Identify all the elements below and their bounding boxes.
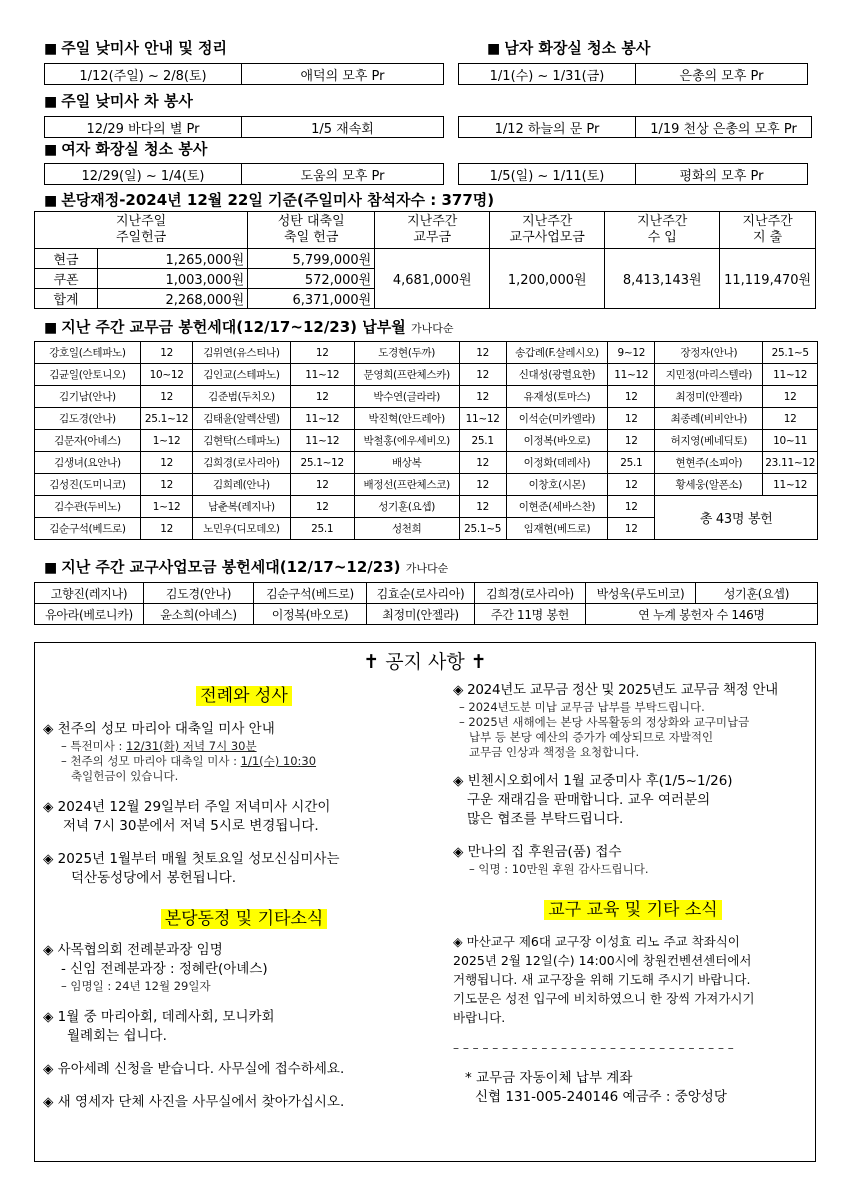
donor-name: 송갑례(F.살레시오) <box>506 342 608 364</box>
parish-donor-rows <box>35 342 818 540</box>
finance-christmas-coupon: 572,000원 <box>248 269 375 289</box>
donor-months: 25.1~12 <box>140 408 192 430</box>
diocese-donor: 박성욱(루도비코) <box>586 583 696 604</box>
donor-name: 임재현(베드로) <box>506 518 608 540</box>
notice-title: ✝ 공지 사항 ✝ <box>363 651 487 673</box>
notice-item-1-sub-3: 축일헌금이 있습니다. <box>71 769 179 783</box>
women-restroom-period2: 1/5(일) ~ 1/11(토) <box>489 168 605 184</box>
donor-months: 11~12 <box>459 408 506 430</box>
donor-name: 김위연(유스티나) <box>193 342 290 364</box>
finance-header-diocese: 지난주간 교구사업모금 <box>490 212 605 249</box>
table-row <box>35 430 818 452</box>
donor-months: 12 <box>459 386 506 408</box>
donor-months: 12 <box>763 408 818 430</box>
mass-guide-group: 애덕의 모후 Pr <box>241 64 443 84</box>
donor-name: 김현탁(스테파노) <box>193 430 290 452</box>
donor-name: 김준범(두치오) <box>193 386 290 408</box>
notice-right-4-line-4: 기도문은 성전 입구에 비치하였으니 한 장씩 가져가시기 <box>453 991 755 1006</box>
donor-name: 김인교(스테파노) <box>193 364 290 386</box>
diocese-donor: 고향진(레지나) <box>35 583 144 604</box>
donor-name: 이현준(세바스찬) <box>506 496 608 518</box>
donor-name: 김희례(안나) <box>193 474 290 496</box>
donor-months: 11~12 <box>608 364 655 386</box>
donor-months: 11~12 <box>290 430 354 452</box>
donor-name: 김희경(로사리아) <box>193 452 290 474</box>
mass-guide-period: 1/12(주일) ~ 2/8(토) <box>79 68 207 84</box>
notice-right-2-line-1: ◈ 빈첸시오회에서 1월 교중미사 후(1/5~1/26) <box>453 773 733 789</box>
finance-diocese: 1,200,000원 <box>490 249 605 309</box>
donor-months: 12 <box>459 474 506 496</box>
donor-months: 12 <box>608 496 655 518</box>
finance-header-christmas: 성탄 대축일 축일 헌금 <box>248 212 375 249</box>
diocese-donor: 김효순(로사리아) <box>367 583 475 604</box>
women-restroom-group1: 도움의 모후 Pr <box>241 164 443 184</box>
donor-name: 노민우(디모데오) <box>193 518 290 540</box>
table-row <box>35 386 818 408</box>
account-title: * 교무금 자동이체 납부 계좌 <box>465 1070 633 1086</box>
finance-row-label: 쿠폰 <box>35 269 98 289</box>
donor-name: 김수관(두비노) <box>35 496 141 518</box>
donor-name: 장정자(안나) <box>655 342 763 364</box>
donor-name: 도경현(두까) <box>354 342 459 364</box>
mass-tea-box-1 <box>44 116 444 138</box>
notice-right-2-line-3: 많은 협조를 부탁드립니다. <box>467 811 624 827</box>
notice-item-1-sub-1: – 특전미사 : 12/31(화) 저녁 7시 30분 <box>61 739 257 753</box>
notice-item-1-sub-2: – 천주의 성모 마리아 대축일 미사 : 1/1(수) 10:30 <box>61 754 317 768</box>
diocese-donor-table <box>34 582 818 625</box>
donor-months: 12 <box>290 342 354 364</box>
donor-months: 9~12 <box>608 342 655 364</box>
donor-months: 12 <box>140 518 192 540</box>
notice-item-2-line-2: 저녁 7시 30분에서 저녁 5시로 변경됩니다. <box>63 818 319 834</box>
notice-right-1-title: ◈ 2024년도 교무금 정산 및 2025년도 교무금 책정 안내 <box>453 682 778 698</box>
mass-tea-a: 12/29 바다의 별 Pr <box>86 121 200 137</box>
notice-item-5-line-2: 월례회는 쉽니다. <box>67 1028 167 1044</box>
notice-right-1-sub-4: 교무금 인상과 책정을 요청합니다. <box>469 745 640 759</box>
notice-right-3-sub-1: – 익명 : 10만원 후원 감사드립니다. <box>469 862 649 876</box>
diocese-donor: 유아라(베로니카) <box>35 604 144 625</box>
notice-item-4-title: ◈ 사목협의회 전례분과장 임명 <box>43 942 223 958</box>
donor-months: 12 <box>608 518 655 540</box>
donor-months: 25.1 <box>290 518 354 540</box>
donor-months: 12 <box>608 474 655 496</box>
donor-months: 25.1~5 <box>459 518 506 540</box>
notice-right-1-sub-1: – 2024년도분 미납 교무금 납부를 부탁드립니다. <box>459 700 705 714</box>
finance-parish-due: 4,681,000원 <box>375 249 490 309</box>
notice-item-2-line-1: ◈ 2024년 12월 29일부터 주일 저녁미사 시간이 <box>43 799 331 815</box>
diocese-donor: 김희경(로사리아) <box>475 583 586 604</box>
donor-months: 12 <box>140 474 192 496</box>
donor-months: 10~11 <box>763 430 818 452</box>
donor-months: 12 <box>140 452 192 474</box>
finance-sunday-cash: 1,265,000원 <box>98 249 248 269</box>
mass-tea-d: 1/19 천상 은총의 모후 Pr <box>635 117 811 137</box>
mass-tea-b: 1/5 재속회 <box>241 117 443 137</box>
donor-name: 김기남(안나) <box>35 386 141 408</box>
donor-name: 문영희(프란체스카) <box>354 364 459 386</box>
table-row <box>35 452 818 474</box>
notice-divider: – – – – – – – – – – – – – – – – – – – – – – – – – – – – – <box>453 1041 734 1055</box>
diocese-donor: 이정복(바오로) <box>254 604 367 625</box>
donor-months: 12 <box>140 386 192 408</box>
account-info: 신협 131-005-240146 예금주 : 중앙성당 <box>475 1089 727 1105</box>
diocese-donor: 김도경(안나) <box>144 583 254 604</box>
donor-name: 황세웅(알폰소) <box>655 474 763 496</box>
notice-item-4-sub-1: - 신임 전례분과장 : 정혜란(아녜스) <box>61 961 268 977</box>
notice-item-6: ◈ 유아세례 신청을 받습니다. 사무실에 접수하세요. <box>43 1061 345 1077</box>
section-mass-tea: ■ 주일 낮미사 차 봉사 <box>44 92 193 110</box>
finance-row-label: 합계 <box>35 289 98 309</box>
donor-months: 11~12 <box>290 408 354 430</box>
donor-name: 이정복(바오로) <box>506 430 608 452</box>
liturgy-header: 전례와 성사 <box>196 686 292 706</box>
notice-right-2-line-2: 구운 재래김을 판매합니다. 교우 여러분의 <box>467 792 711 808</box>
notice-item-5-line-1: ◈ 1월 중 마리아회, 데레사회, 모니카회 <box>43 1009 275 1025</box>
section-women-restroom: ■ 여자 화장실 청소 봉사 <box>44 140 208 158</box>
donor-name: 성천희 <box>354 518 459 540</box>
diocese-donor: 성기훈(요셉) <box>696 583 818 604</box>
notice-right-1-sub-2: – 2025년 새해에는 본당 사목활동의 정상화와 교구미납금 <box>459 715 750 729</box>
donor-months: 11~12 <box>290 364 354 386</box>
diocese-year-count: 연 누계 봉헌자 수 146명 <box>586 604 818 625</box>
donor-name: 김도경(안나) <box>35 408 141 430</box>
donor-name: 성기훈(요셉) <box>354 496 459 518</box>
section-men-restroom: ■ 남자 화장실 청소 봉사 <box>487 39 651 57</box>
donor-name: 강호일(스테파노) <box>35 342 141 364</box>
finance-table <box>34 211 816 309</box>
men-restroom-group: 은총의 모후 Pr <box>635 64 807 84</box>
donor-name: 김문자(아녜스) <box>35 430 141 452</box>
notice-right-4-line-1: ◈ 마산교구 제6대 교구장 이성효 리노 주교 착좌식이 <box>453 934 740 949</box>
finance-header-expense: 지난주간 지 출 <box>720 212 816 249</box>
table-row <box>35 364 818 386</box>
donor-months: 11~12 <box>763 364 818 386</box>
men-restroom-box <box>458 63 808 85</box>
notice-right-1-sub-3: 납부 등 본당 예산의 증가가 예상되므로 자발적인 <box>469 730 714 744</box>
notice-right-column <box>453 681 813 1107</box>
notice-right-3-title: ◈ 만나의 집 후원금(품) 접수 <box>453 844 622 860</box>
notice-item-7: ◈ 새 영세자 단체 사진을 사무실에서 찾아가십시오. <box>43 1094 345 1110</box>
finance-header-sunday: 지난주일 주일헌금 <box>35 212 248 249</box>
donor-name: 허지영(베네딕토) <box>655 430 763 452</box>
table-row <box>35 408 818 430</box>
men-restroom-period: 1/1(수) ~ 1/31(금) <box>489 68 605 84</box>
section-diocese-donors: ■ 지난 주간 교구사업모금 봉헌세대(12/17~12/23) 가나다순 <box>44 558 449 576</box>
donor-months: 1~12 <box>140 496 192 518</box>
section-finance: ■ 본당재정-2024년 12월 22일 기준(주일미사 참석자수 : 377명) <box>44 191 495 209</box>
finance-header-parish-due: 지난주간 교무금 <box>375 212 490 249</box>
finance-row-label: 현금 <box>35 249 98 269</box>
diocese-donor: 최정미(안젤라) <box>367 604 475 625</box>
notice-right-4-line-2: 2025년 2월 12일(수) 14:00시에 창원컨벤션센터에서 <box>453 953 752 968</box>
donor-months: 25.1~12 <box>290 452 354 474</box>
donor-name: 남춘복(레지나) <box>193 496 290 518</box>
notice-item-4-sub-2: – 임명일 : 24년 12월 29일자 <box>61 979 211 993</box>
donor-name: 현현주(소피아) <box>655 452 763 474</box>
finance-expense: 11,119,470원 <box>720 249 816 309</box>
donor-name: 김생녀(요안나) <box>35 452 141 474</box>
donor-months: 12 <box>459 452 506 474</box>
mass-tea-box-2 <box>458 116 812 138</box>
donor-name: 이석순(미카엘라) <box>506 408 608 430</box>
donor-name: 박진혁(안드레아) <box>354 408 459 430</box>
donor-months: 11~12 <box>763 474 818 496</box>
donor-name: 지민정(마리스텔라) <box>655 364 763 386</box>
diocese-week-count: 주간 11명 봉헌 <box>475 604 586 625</box>
donor-months: 12 <box>459 364 506 386</box>
mass-tea-c: 1/12 하늘의 문 Pr <box>494 121 600 137</box>
donor-name: 최정미(안젤라) <box>655 386 763 408</box>
donor-months: 12 <box>290 386 354 408</box>
donor-name: 김태윤(알렉산델) <box>193 408 290 430</box>
donor-months: 25.1 <box>608 452 655 474</box>
donor-name: 배정선(프란체스코) <box>354 474 459 496</box>
donor-months: 1~12 <box>140 430 192 452</box>
table-row <box>35 474 818 496</box>
section-mass-guide: ■ 주일 낮미사 안내 및 정리 <box>44 39 228 57</box>
donor-name: 김순구석(베드로) <box>35 518 141 540</box>
donor-name: 최종례(비비안나) <box>655 408 763 430</box>
donor-months: 25.1~5 <box>763 342 818 364</box>
diocese-donor: 윤소희(아녜스) <box>144 604 254 625</box>
diocese-donor: 김순구석(베드로) <box>254 583 367 604</box>
donor-name: 박수연(글라라) <box>354 386 459 408</box>
donor-name: 박철홍(에우세비오) <box>354 430 459 452</box>
notice-item-1-title: ◈ 천주의 성모 마리아 대축일 미사 안내 <box>43 721 275 737</box>
women-restroom-box-1 <box>44 163 444 185</box>
finance-header-income: 지난주간 수 입 <box>605 212 720 249</box>
donor-months: 12 <box>290 496 354 518</box>
notice-item-3-line-1: ◈ 2025년 1월부터 매월 첫토요일 성모신심미사는 <box>43 851 340 867</box>
table-row <box>35 342 818 364</box>
donor-name: 이정화(데레사) <box>506 452 608 474</box>
donor-name: 유재성(토마스) <box>506 386 608 408</box>
parish-donor-total: 총 43명 봉헌 <box>655 496 818 540</box>
donor-months: 12 <box>290 474 354 496</box>
finance-christmas-total: 6,371,000원 <box>248 289 375 309</box>
donor-name: 이창호(시몬) <box>506 474 608 496</box>
mass-guide-box <box>44 63 444 85</box>
donor-months: 25.1 <box>459 430 506 452</box>
women-restroom-group2: 평화의 모후 Pr <box>635 164 807 184</box>
finance-income: 8,413,143원 <box>605 249 720 309</box>
parish-header: 본당동정 및 기타소식 <box>161 909 328 929</box>
donor-months: 12 <box>763 386 818 408</box>
women-restroom-period1: 12/29(일) ~ 1/4(토) <box>81 168 205 184</box>
donor-months: 12 <box>608 430 655 452</box>
donor-months: 12 <box>459 342 506 364</box>
donor-months: 12 <box>140 342 192 364</box>
donor-months: 12 <box>608 408 655 430</box>
notice-right-4-line-3: 거행됩니다. 새 교구장을 위해 기도해 주시기 바랍니다. <box>453 972 751 987</box>
table-row <box>35 496 818 518</box>
women-restroom-box-2 <box>458 163 808 185</box>
donor-months: 10~12 <box>140 364 192 386</box>
diocese-header: 교구 교육 및 기타 소식 <box>544 900 721 920</box>
donor-name: 신대성(광렬요한) <box>506 364 608 386</box>
finance-sunday-total: 2,268,000원 <box>98 289 248 309</box>
donor-months: 12 <box>608 386 655 408</box>
notice-box <box>34 642 816 1162</box>
finance-christmas-cash: 5,799,000원 <box>248 249 375 269</box>
donor-name: 김균일(안토니오) <box>35 364 141 386</box>
notice-left-column <box>43 681 445 1112</box>
donor-name: 김성진(도미니코) <box>35 474 141 496</box>
donor-name: 배상복 <box>354 452 459 474</box>
section-parish-donors: ■ 지난 주간 교무금 봉헌세대(12/17~12/23) 납부월 가나다순 <box>44 318 454 336</box>
donor-months: 12 <box>459 496 506 518</box>
parish-donor-table <box>34 341 818 540</box>
finance-sunday-coupon: 1,003,000원 <box>98 269 248 289</box>
notice-right-4-line-5: 바랍니다. <box>453 1010 506 1025</box>
notice-item-3-line-2: 덕산동성당에서 봉헌됩니다. <box>71 870 237 886</box>
donor-months: 23.11~12 <box>763 452 818 474</box>
